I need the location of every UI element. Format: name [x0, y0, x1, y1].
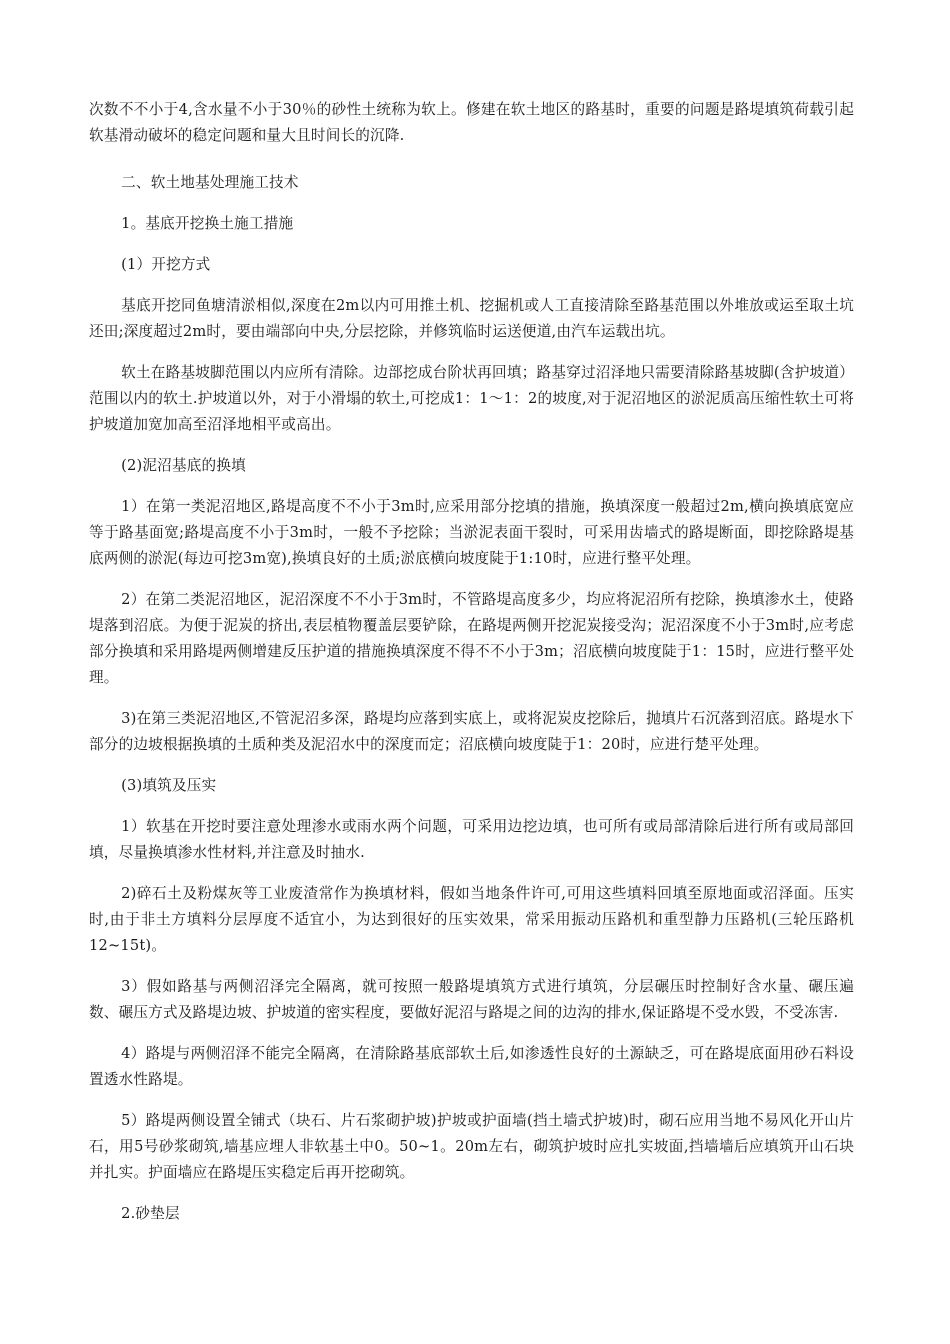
subsection-heading: 2.砂垫层 [121, 1205, 180, 1222]
paragraph: 2)碎石土及粉煤灰等工业废渣常作为换填材料，假如当地条件许可,可用这些填料回填至原地面或沼泽面。压实时,由于非土方填料分层厚度不适宜小，为达到很好的压实效果，常采用振动压路机和重型静力压路机(三轮压路机12~15t)。 [89, 885, 854, 954]
paragraph: 1）在第一类泥沼地区,路堤高度不不小于3m时,应采用部分挖填的措施，换填深度一般超过2m,横向换填底宽应等于路基面宽;路堤高度不小于3m时，一般不予挖除；当淤泥表面干裂时，可采用齿墙式的路堤断面，即挖除路堤基底两侧的淤泥(每边可挖3m宽),换填良好的土质;淤底横向坡度陡于1:10时，应进行整平处理。 [89, 498, 854, 567]
paragraph: 3）假如路基与两侧沼泽完全隔离，就可按照一般路堤填筑方式进行填筑，分层碾压时控制好含水量、碾压遍数、碾压方式及路堤边坡、护坡道的密实程度，要做好泥沼与路堤之间的边沟的排水,保证路堤不受水毁，不受冻害. [89, 978, 854, 1021]
paragraph: 5）路堤两侧设置全铺式（块石、片石浆砌护坡)护坡或护面墙(挡土墙式护坡)时，砌石应用当地不易风化开山片石，用5号砂浆砌筑,墙基应埋人非软基土中0。50~1。20m左右，砌筑护坡时应扎实坡面,挡墙墙后应填筑开山石块并扎实。护面墙应在路堤压实稳定后再开挖砌筑。 [89, 1112, 854, 1181]
item-heading: (3)填筑及压实 [121, 777, 217, 794]
paragraph: 基底开挖同鱼塘清淤相似,深度在2m以内可用推土机、挖掘机或人工直接清除至路基范围以外堆放或运至取土坑还田;深度超过2m时，要由端部向中央,分层挖除，并修筑临时运送便道,由汽车运载出坑。 [89, 297, 854, 340]
item-heading: (1）开挖方式 [121, 256, 211, 273]
section-heading: 二、软土地基处理施工技术 [121, 174, 299, 191]
document-page [89, 97, 854, 1227]
paragraph: 4）路堤与两侧沼泽不能完全隔离，在清除路基底部软土后,如渗透性良好的土源缺乏，可在路堤底面用砂石料设置透水性路堤。 [89, 1045, 854, 1088]
paragraph: 3)在第三类泥沼地区,不管泥沼多深，路堤均应落到实底上，或将泥炭皮挖除后，抛填片石沉落到沼底。路堤水下部分的边坡根据换填的土质种类及泥沼水中的深度而定；沼底横向坡度陡于1：20时，应进行楚平处理。 [89, 710, 854, 753]
paragraph-intro: 次数不不小于4,含水量不小于30％的砂性土统称为软上。修建在软土地区的路基时，重要的问题是路堤填筑荷载引起软基滑动破坏的稳定问题和量大且时间长的沉降. [89, 101, 854, 144]
paragraph: 1）软基在开挖时要注意处理渗水或雨水两个问题，可采用边挖边填，也可所有或局部清除后进行所有或局部回填，尽量换填渗水性材料,并注意及时抽水. [89, 818, 854, 861]
paragraph: 软土在路基坡脚范围以内应所有清除。边部挖成台阶状再回填；路基穿过沼泽地只需要清除路基坡脚(含护坡道）范围以内的软土.护坡道以外，对于小滑塌的软土,可挖成1：1～1：2的坡度,对于泥沼地区的淤泥质高压缩性软土可将护坡道加宽加高至沼泽地相平或高出。 [89, 364, 854, 433]
subsection-heading: 1。基底开挖换土施工措施 [121, 215, 294, 232]
paragraph: 2）在第二类泥沼地区，泥沼深度不不小于3m时，不管路堤高度多少，均应将泥沼所有挖除，换填渗水土，使路堤落到沼底。为便于泥炭的挤出,表层植物覆盖层要铲除，在路堤两侧开挖泥炭接受沟；泥沼深度不小于3m时,应考虑部分换填和采用路堤两侧增建反压护道的措施换填深度不得不不小于3m；沼底横向坡度陡于1：15时，应进行整平处理。 [89, 591, 854, 686]
item-heading: (2)泥沼基底的换填 [121, 457, 246, 474]
